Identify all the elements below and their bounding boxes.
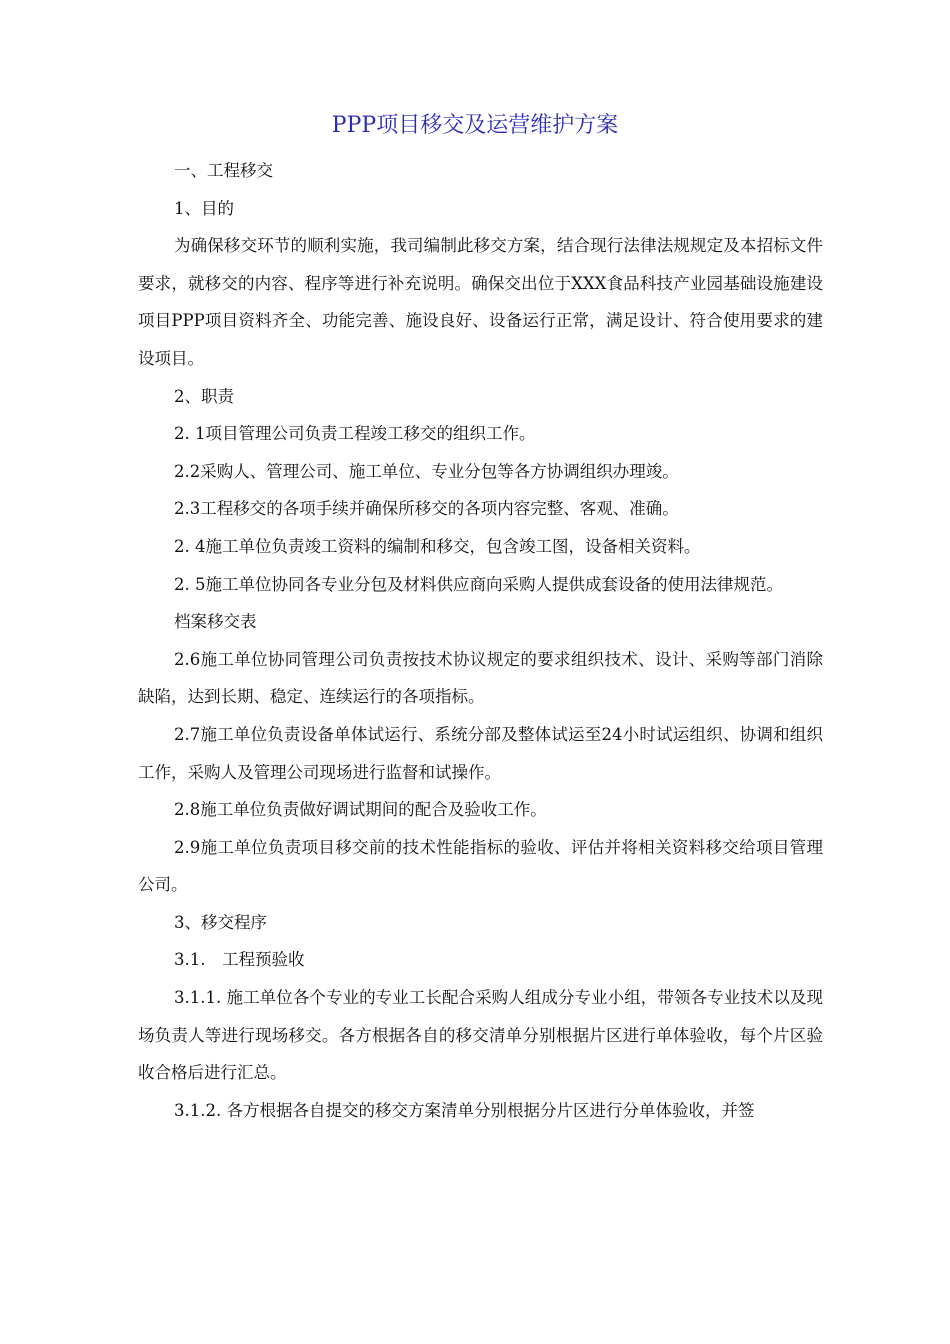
heading-engineering-handover: 一、工程移交 <box>174 161 273 180</box>
paragraph-2-9: 2.9施工单位负责项目移交前的技术性能指标的验收、评估并将相关资料移交给项目管理公司。 <box>138 837 823 895</box>
paragraph-2-1: 2. 1项目管理公司负责工程竣工移交的组织工作。 <box>174 424 536 444</box>
document-title: PPP项目移交及运营维护方案 <box>331 113 619 138</box>
heading-3-1: 3.1. 工程预验收 <box>174 950 305 970</box>
paragraph-2-4: 2. 4施工单位负责竣工资料的编制和移交，包含竣工图，设备相关资料。 <box>174 536 701 556</box>
paragraph-2-3: 2.3工程移交的各项手续并确保所移交的各项内容完整、客观、准确。 <box>174 499 679 519</box>
heading-handover-procedure: 3、移交程序 <box>174 912 267 932</box>
paragraph-purpose: 为确保移交环节的顺利实施，我司编制此移交方案，结合现行法律法规规定及本招标文件要求，就移交的内容、程序等进行补充说明。确保交出位于XXX食品科技产业园基础设施建设项目PPP项目资料齐全、功能完善、施设良好、设备运行正常，满足设计、符合使用要求的建设项目。 <box>138 236 823 368</box>
paragraph-2-8: 2.8施工单位负责做好调试期间的配合及验收工作。 <box>174 800 547 820</box>
document-body <box>138 152 823 1129</box>
paragraph-3-1-2: 3.1.2. 各方根据各自提交的移交方案清单分别根据分片区进行分单体验收，并签 <box>174 1100 755 1120</box>
paragraph-2-5: 2. 5施工单位协同各专业分包及材料供应商向采购人提供成套设备的使用法律规范。 <box>174 574 783 594</box>
paragraph-2-6: 2.6施工单位协同管理公司负责按技术协议规定的要求组织技术、设计、采购等部门消除缺陷，达到长期、稳定、连续运行的各项指标。 <box>138 649 823 707</box>
heading-responsibilities: 2、职责 <box>174 386 234 406</box>
paragraph-2-7: 2.7施工单位负责设备单体试运行、系统分部及整体试运至24小时试运组织、协调和组织工作，采购人及管理公司现场进行监督和试操作。 <box>138 724 823 782</box>
heading-archive-table: 档案移交表 <box>174 612 257 632</box>
heading-purpose: 1、目的 <box>174 198 234 218</box>
paragraph-2-2: 2.2采购人、管理公司、施工单位、专业分包等各方协调组织办理竣。 <box>174 461 679 481</box>
paragraph-3-1-1: 3.1.1. 施工单位各个专业的专业工长配合采购人组成分专业小组，带领各专业技术以及现场负责人等进行现场移交。各方根据各自的移交清单分别根据片区进行单体验收，每个片区验收合格后进行汇总。 <box>138 988 823 1083</box>
